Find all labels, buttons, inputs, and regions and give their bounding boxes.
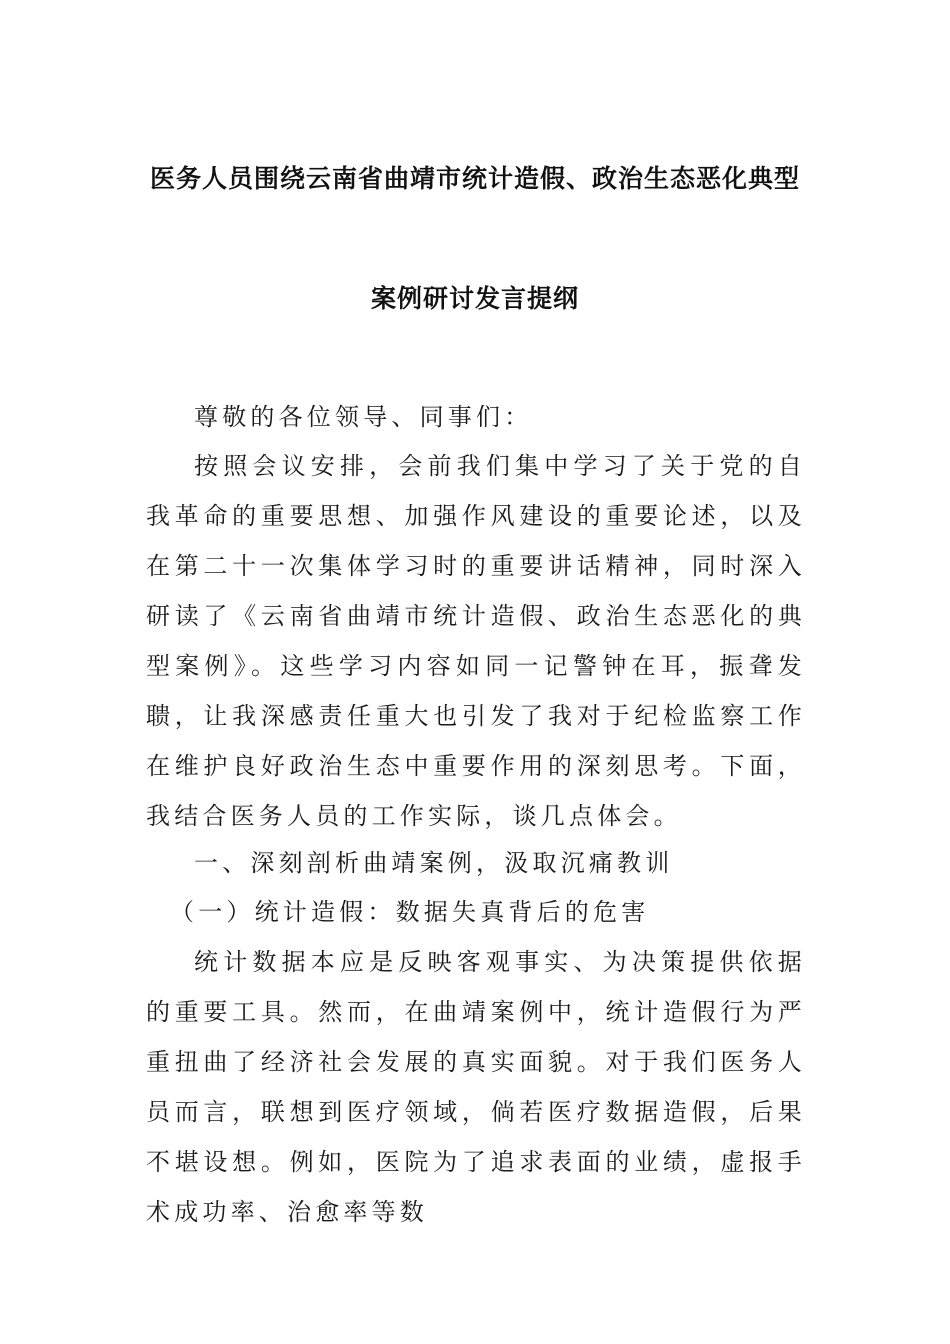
salutation: 尊敬的各位领导、同事们： <box>194 403 533 431</box>
document-title-line-2: 案例研讨发言提纲 <box>370 284 579 313</box>
subsection-paragraph-1: 统计数据本应是反映客观事实、为决策提供依据的重要工具。然而，在曲靖案例中，统计造假行为严重扭曲了经济社会发展的真实面貌。对于我们医务人员而言，联想到医疗领域，倘若医疗数据造假，后果不堪设想。例如，医院为了追求表面的业绩，虚报手术成功率、治愈率等数 <box>146 948 806 1226</box>
section-heading-1: 一、深刻剖析曲靖案例，汲取沉痛教训 <box>194 849 674 877</box>
subsection-heading-1: （一）统计造假：数据失真背后的危害 <box>170 898 650 926</box>
document-title-line-1: 医务人员围绕云南省曲靖市统计造假、政治生态恶化典型 <box>149 164 800 193</box>
intro-paragraph: 按照会议安排，会前我们集中学习了关于党的自我革命的重要思想、加强作风建设的重要论述，以及在第二十一次集体学习时的重要讲话精神，同时深入研读了《云南省曲靖市统计造假、政治生态恶化的典型案例》。这些学习内容如同一记警钟在耳，振聋发聩，让我深感责任重大也引发了我对于纪检监察工作在维护良好政治生态中重要作用的深刻思考。下面，我结合医务人员的工作实际，谈几点体会。 <box>146 452 806 830</box>
